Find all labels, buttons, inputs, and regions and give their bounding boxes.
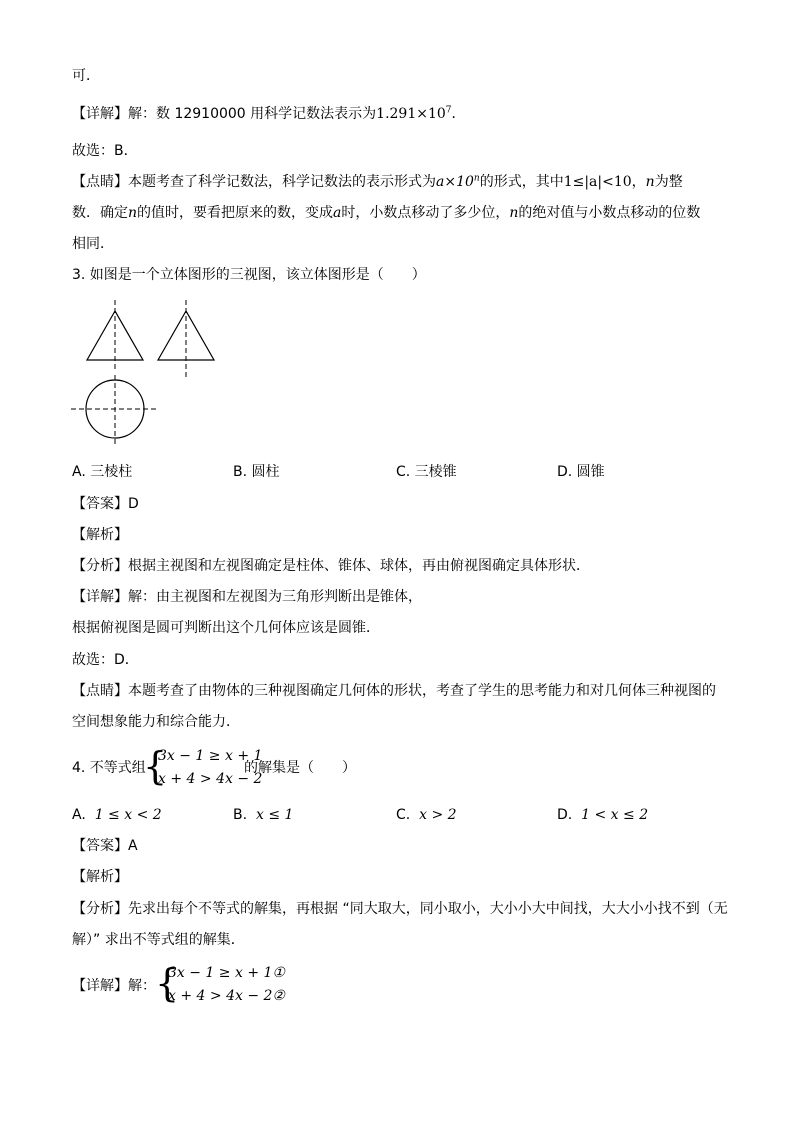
- q3-detail-2: 根据俯视图是圆可判断出这个几何体应该是圆锥．: [72, 620, 380, 636]
- comment-line-1: 【点睛】本题考查了科学记数法，科学记数法的表示形式为$a\times 10^n$的形式，其中1≤|a|<10，n为整: [72, 173, 683, 190]
- q3-detail-1: 【详解】解：由主视图和左视图为三角形判断出是锥体，: [72, 589, 422, 605]
- q3-option-d: D. 圆锥: [557, 464, 605, 480]
- q4-option-c: C. x > 2: [396, 807, 457, 823]
- q4-system-eq1: 3x − 1 ≥ x + 1: [158, 748, 263, 764]
- question-4-prefix: 4. 不等式组: [72, 760, 146, 776]
- q4-option-d: D. 1 < x ≤ 2: [557, 807, 649, 823]
- q4-analysis-head: 【解析】: [72, 869, 128, 885]
- q4-answer: 【答案】A: [72, 838, 138, 854]
- q4-detail-brace: {: [155, 961, 180, 1005]
- q4-analysis-1: 【分析】先求出每个不等式的解集，再根据 “同大取大，同小取小，大小小大中间找，大大小小找不到（无: [72, 901, 728, 917]
- detail-scientific-notation: 【详解】解：数 12910000 用科学记数法表示为$1.291\times 10^7$．: [72, 105, 466, 122]
- q3-comment-2: 空间想象能力和综合能力．: [72, 714, 240, 730]
- q4-detail-eq2: x + 4 > 4x − 2②: [168, 988, 285, 1004]
- q3-option-c: C. 三棱锥: [396, 464, 457, 480]
- q4-option-a: A. 1 ≤ x < 2: [72, 807, 162, 823]
- q4-analysis-2: 解）” 求出不等式组的解集．: [72, 932, 245, 948]
- q3-analysis: 【分析】根据主视图和左视图确定是柱体、锥体、球体，再由俯视图确定具体形状．: [72, 558, 590, 574]
- q3-comment-1: 【点睛】本题考查了由物体的三种视图确定几何体的形状，考查了学生的思考能力和对几何体三种视图的: [72, 683, 716, 699]
- comment-line-2: 数．确定n的值时，要看把原来的数，变成a时，小数点移动了多少位，n的绝对值与小数点移动的位数: [72, 205, 701, 221]
- q4-system-brace: {: [143, 744, 168, 788]
- comment-line-3: 相同．: [72, 236, 114, 252]
- q3-analysis-head: 【解析】: [72, 527, 128, 543]
- three-view-figure: [64, 295, 224, 455]
- q4-detail-eq1: 3x − 1 ≥ x + 1①: [168, 965, 285, 981]
- q4-system-eq2: x + 4 > 4x − 2: [158, 771, 263, 787]
- q3-option-a: A. 三棱柱: [72, 464, 133, 480]
- q4-detail-prefix: 【详解】解：: [72, 978, 156, 994]
- question-4-suffix: 的解集是（ ）: [244, 760, 356, 776]
- q3-choose: 故选：D．: [72, 652, 139, 668]
- text-line-1: 可．: [72, 68, 100, 84]
- question-3: 3. 如图是一个立体图形的三视图，该立体图形是（ ）: [72, 267, 426, 283]
- q3-option-b: B. 圆柱: [233, 464, 280, 480]
- q3-answer: 【答案】D: [72, 496, 139, 512]
- choose-b: 故选：B．: [72, 143, 138, 159]
- q4-option-b: B. x ≤ 1: [233, 807, 294, 823]
